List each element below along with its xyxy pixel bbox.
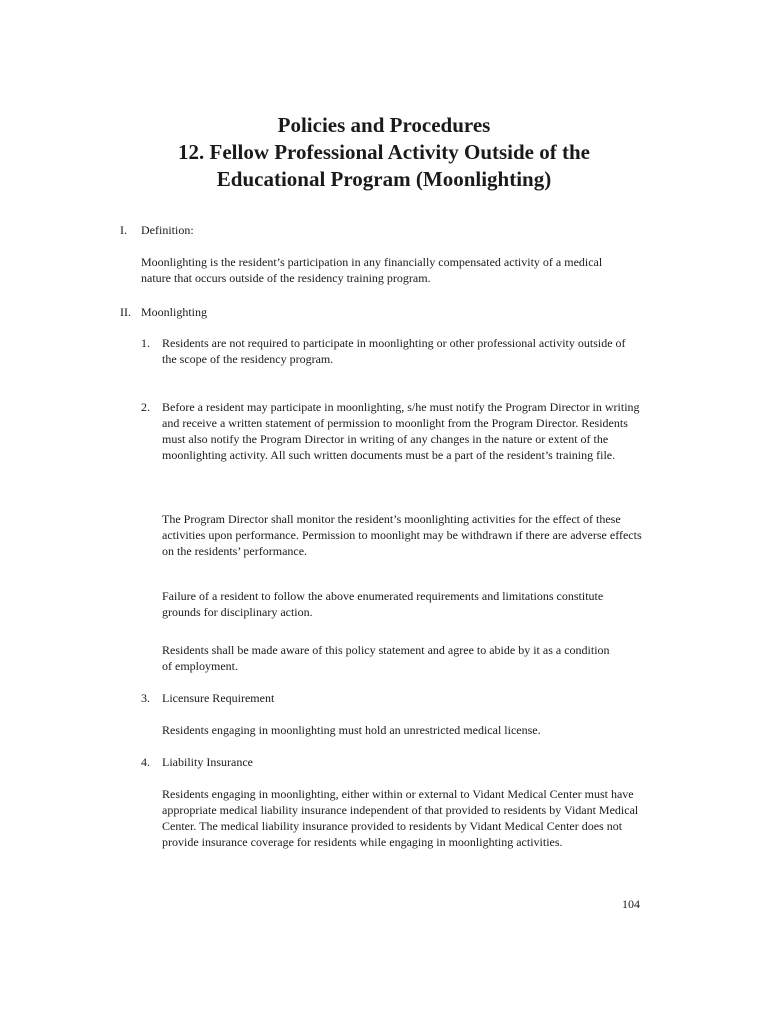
- section-1-heading: Definition:: [141, 223, 194, 237]
- definition-text: Moonlighting is the resident’s participation in any financially compensated activity of a medical nature that occurs outside of the residency training program.: [141, 255, 603, 285]
- section-2-marker: II.: [120, 305, 131, 319]
- item-4-text: Residents engaging in moonlighting, either within or external to Vidant Medical Center must have appropriate medical liability insurance independent of that provided to residents by Vidant Medical Center. The medical liability insurance provided to residents by Vidant Medical Center does not provide insurance coverage for residents while engaging in moonlighting activities.: [162, 787, 639, 849]
- item-1-text: Residents are not required to participate in moonlighting or other professional activity outside of the scope of the residency program.: [162, 336, 626, 366]
- item-2-failure-paragraph: Failure of a resident to follow the above enumerated requirements and limitations constitute grounds for disciplinary action.: [162, 589, 604, 619]
- section-1-marker: I.: [120, 223, 127, 237]
- item-4-marker: 4.: [141, 755, 150, 769]
- document-title: [0, 112, 768, 193]
- item-2-marker: 2.: [141, 400, 150, 414]
- item-1-marker: 1.: [141, 336, 150, 350]
- item-4-heading: Liability Insurance: [162, 755, 253, 769]
- item-3-heading: Licensure Requirement: [162, 691, 275, 705]
- title-line-3: Educational Program (Moonlighting): [216, 167, 552, 191]
- item-2-text: Before a resident may participate in moonlighting, s/he must notify the Program Director in writing and receive a written statement of permission to moonlight from the Program Director. Residents must also notify the Program Director in writing of any changes in the nature or extent of the moonlighting activity. All such written documents must be a part of the resident’s training file.: [162, 400, 640, 462]
- title-line-1: Policies and Procedures: [277, 113, 491, 137]
- item-2-awareness-paragraph: Residents shall be made aware of this policy statement and agree to abide by it as a condition of employment.: [162, 643, 610, 673]
- item-2-monitoring-paragraph: The Program Director shall monitor the resident’s moonlighting activities for the effect of these activities upon performance. Permission to moonlight may be withdrawn if there are adverse effects on the residents’ performance.: [162, 512, 642, 558]
- item-3-text: Residents engaging in moonlighting must hold an unrestricted medical license.: [162, 723, 541, 737]
- page-number: 104: [622, 897, 640, 911]
- title-line-2: 12. Fellow Professional Activity Outside of the: [178, 140, 590, 164]
- item-3-marker: 3.: [141, 691, 150, 705]
- section-2-heading: Moonlighting: [141, 305, 208, 319]
